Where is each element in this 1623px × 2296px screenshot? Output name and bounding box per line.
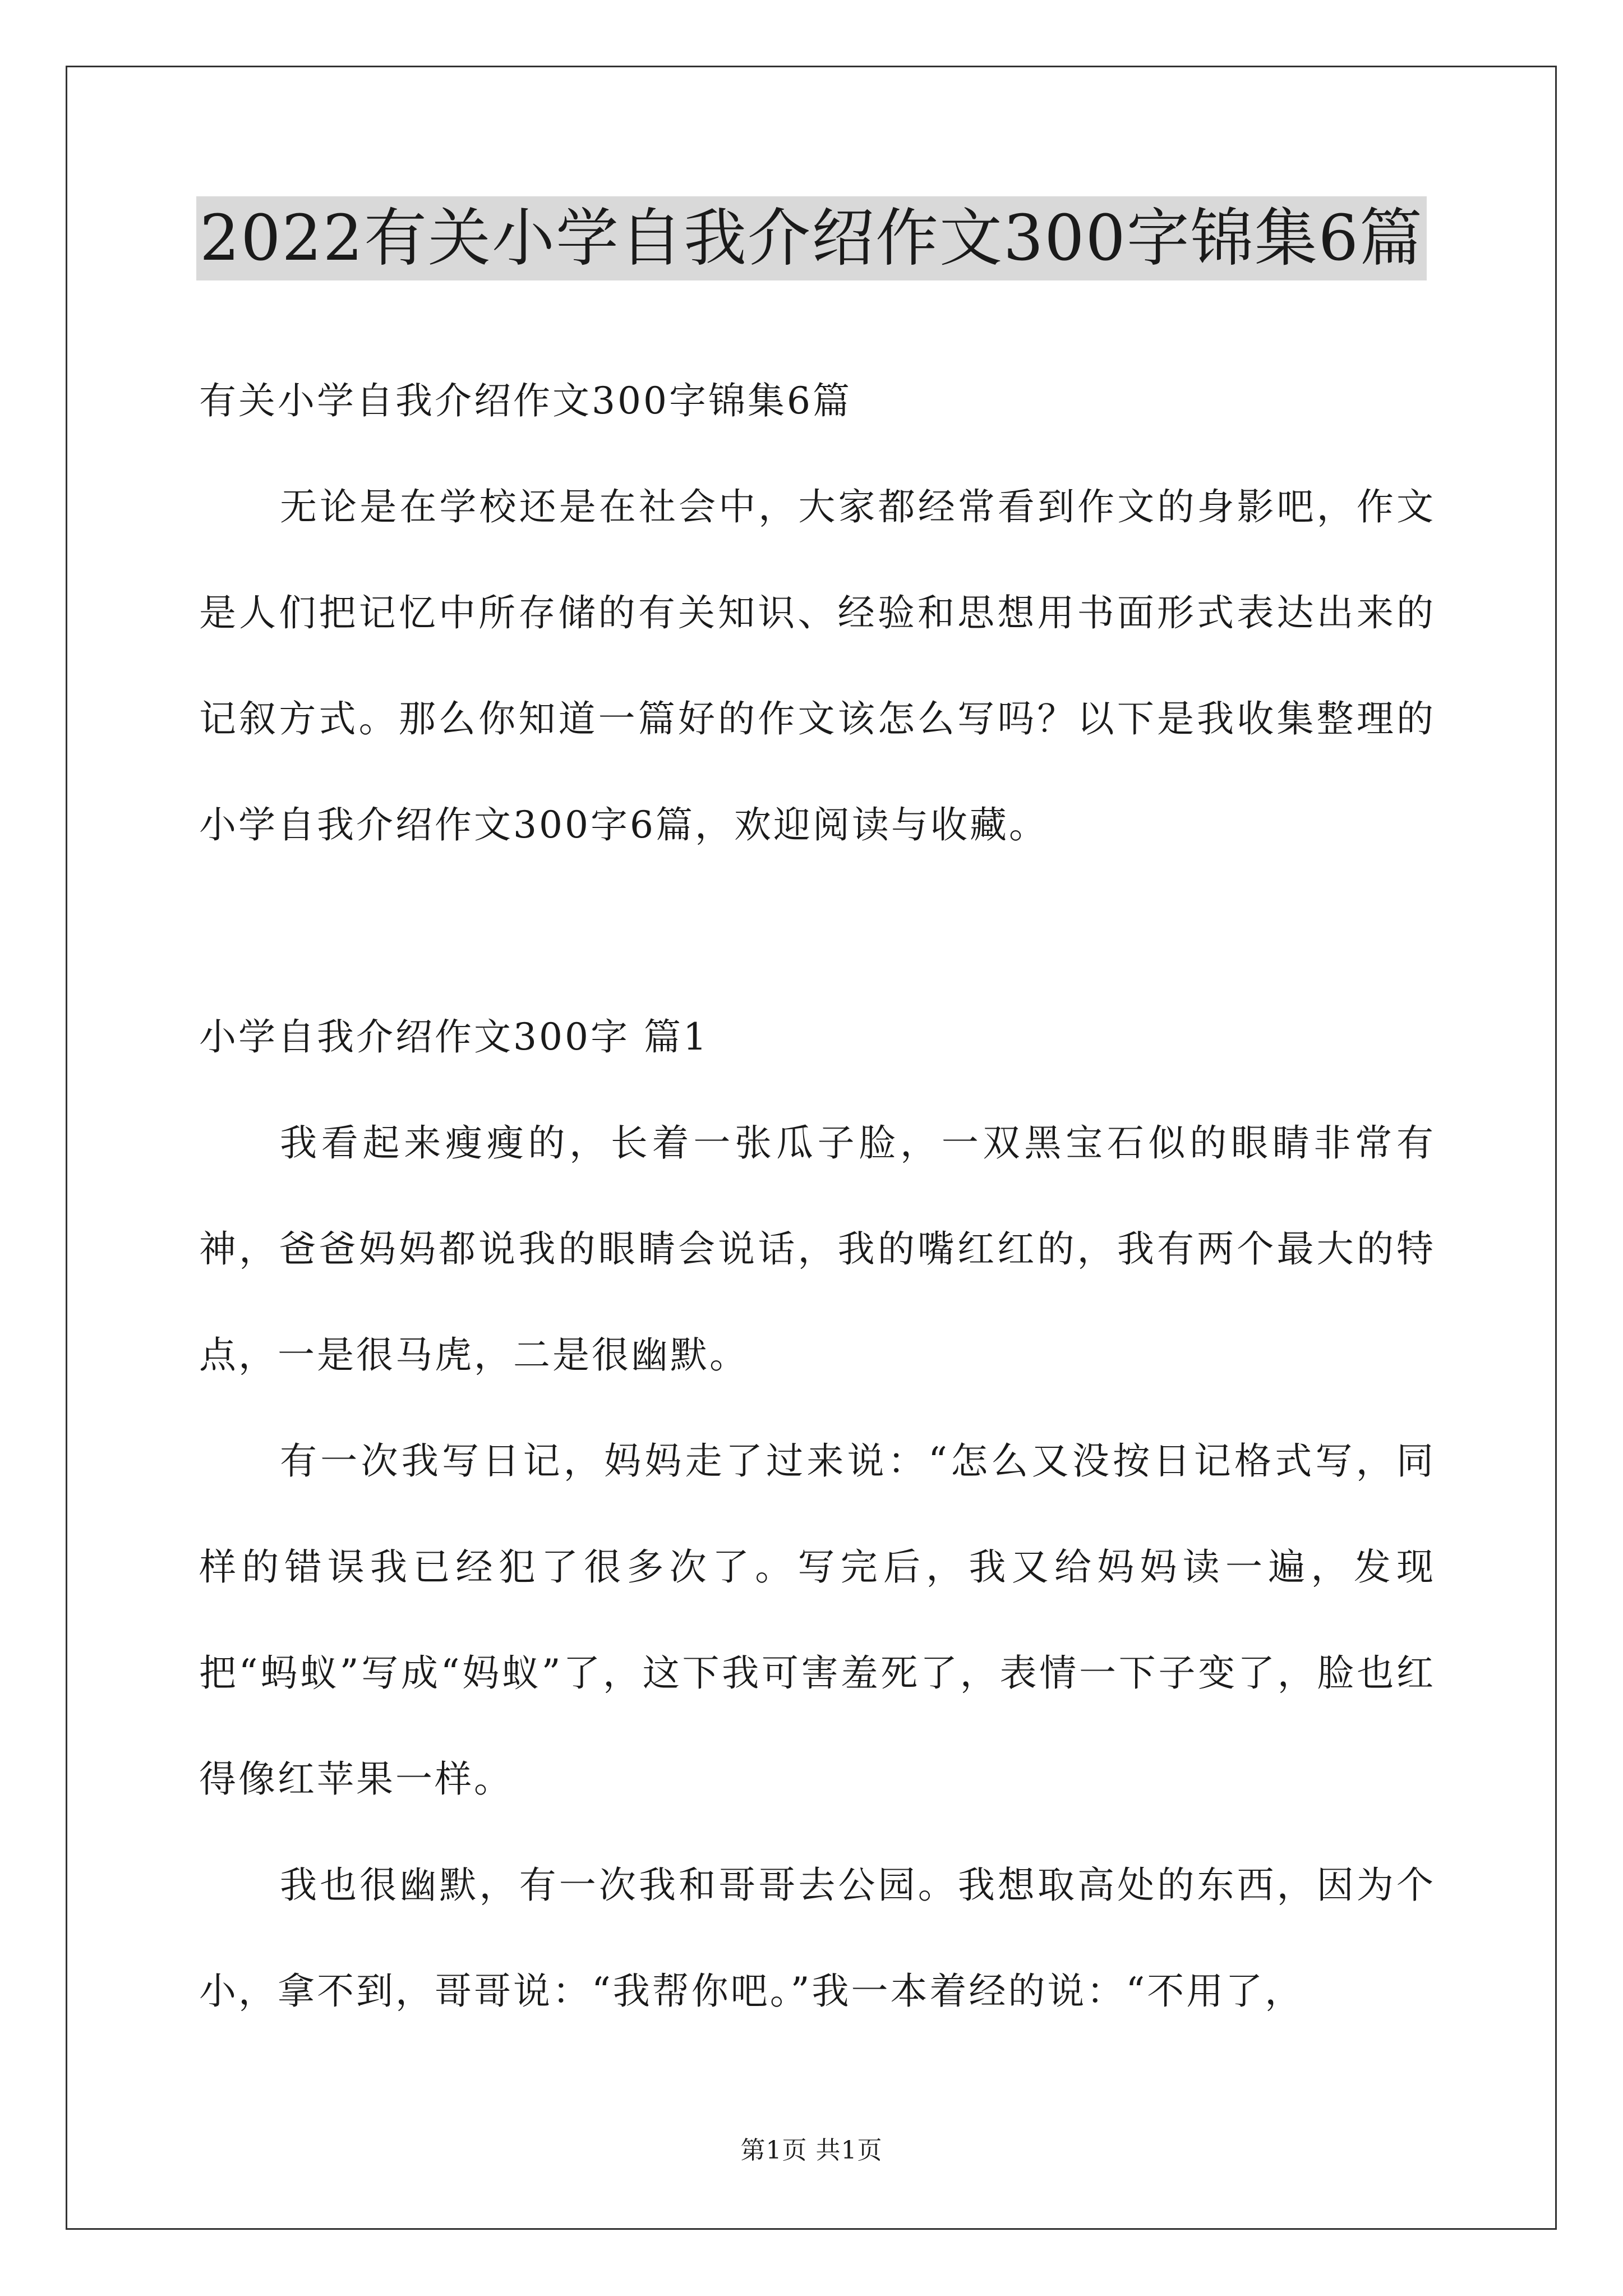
title-container [0, 196, 1623, 280]
body-paragraph-1: 我看起来瘦瘦的，长着一张瓜子脸，一双黑宝石似的眼睛非常有神，爸爸妈妈都说我的眼睛会说话，我的嘴红红的，我有两个最大的特点，一是很马虎，二是很幽默。 [199, 1121, 1436, 1377]
document-title: 2022有关小学自我介绍作文300字锦集6篇 [196, 196, 1427, 280]
intro-paragraph: 无论是在学校还是在社会中，大家都经常看到作文的身影吧，作文是人们把记忆中所存储的有关知识、经验和思想用书面形式表达出来的记叙方式。那么你知道一篇好的作文该怎么写吗？以下是我收集整理的小学自我介绍作文300字6篇，欢迎阅读与收藏。 [199, 485, 1436, 846]
document-subtitle: 有关小学自我介绍作文300字锦集6篇 [199, 379, 852, 422]
spacer [199, 878, 1436, 984]
body-paragraph-2: 有一次我写日记，妈妈走了过来说：“怎么又没按日记格式写，同样的错误我已经犯了很多次了。写完后，我又给妈妈读一遍，发现把“蚂蚁”写成“妈蚁”了，这下我可害羞死了，表情一下子变了，脸也红得像红苹果一样。 [199, 1439, 1436, 1801]
document-body [199, 348, 1436, 2044]
body-paragraph-3: 我也很幽默，有一次我和哥哥去公园。我想取高处的东西，因为个小，拿不到，哥哥说：“我帮你吧。”我一本着经的说：“不用了， [199, 1864, 1436, 2013]
page-footer: 第1页 共1页 [740, 2136, 883, 2165]
section-heading: 小学自我介绍作文300字 篇1 [199, 1015, 709, 1059]
